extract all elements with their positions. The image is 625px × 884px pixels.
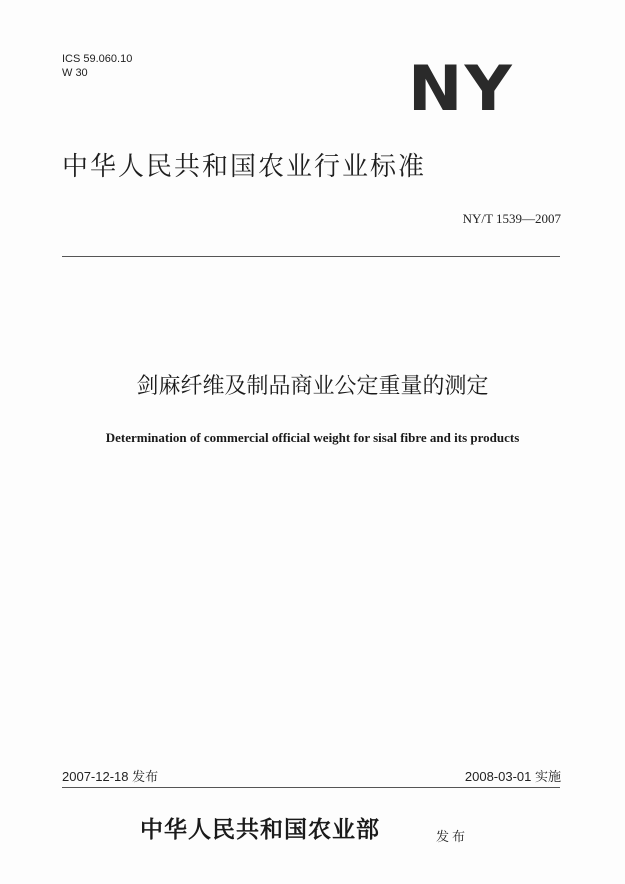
issued-label: 发布 — [436, 830, 469, 845]
header-divider — [62, 256, 560, 257]
implementation-date: 2008-03-01 实施 — [464, 769, 561, 784]
standard-category-title: 中华人民共和国农业行业标准 — [62, 152, 427, 182]
ny-logo: NY — [408, 52, 514, 125]
issuing-authority: 中华人民共和国农业部 — [140, 816, 380, 843]
ics-code: ICS 59.060.10 — [62, 53, 133, 65]
standard-code: NY/T 1539—2007 — [462, 211, 561, 226]
classification-codes — [62, 52, 132, 80]
document-title-chinese: 剑麻纤维及制品商业公定重量的测定 — [136, 374, 489, 399]
document-title-english: Determination of commercial official weight for sisal fibre and its products — [105, 430, 520, 445]
issue-date: 2007-12-18 发布 — [62, 769, 159, 784]
footer-divider — [62, 787, 560, 788]
ccs-code: W 30 — [62, 67, 88, 79]
